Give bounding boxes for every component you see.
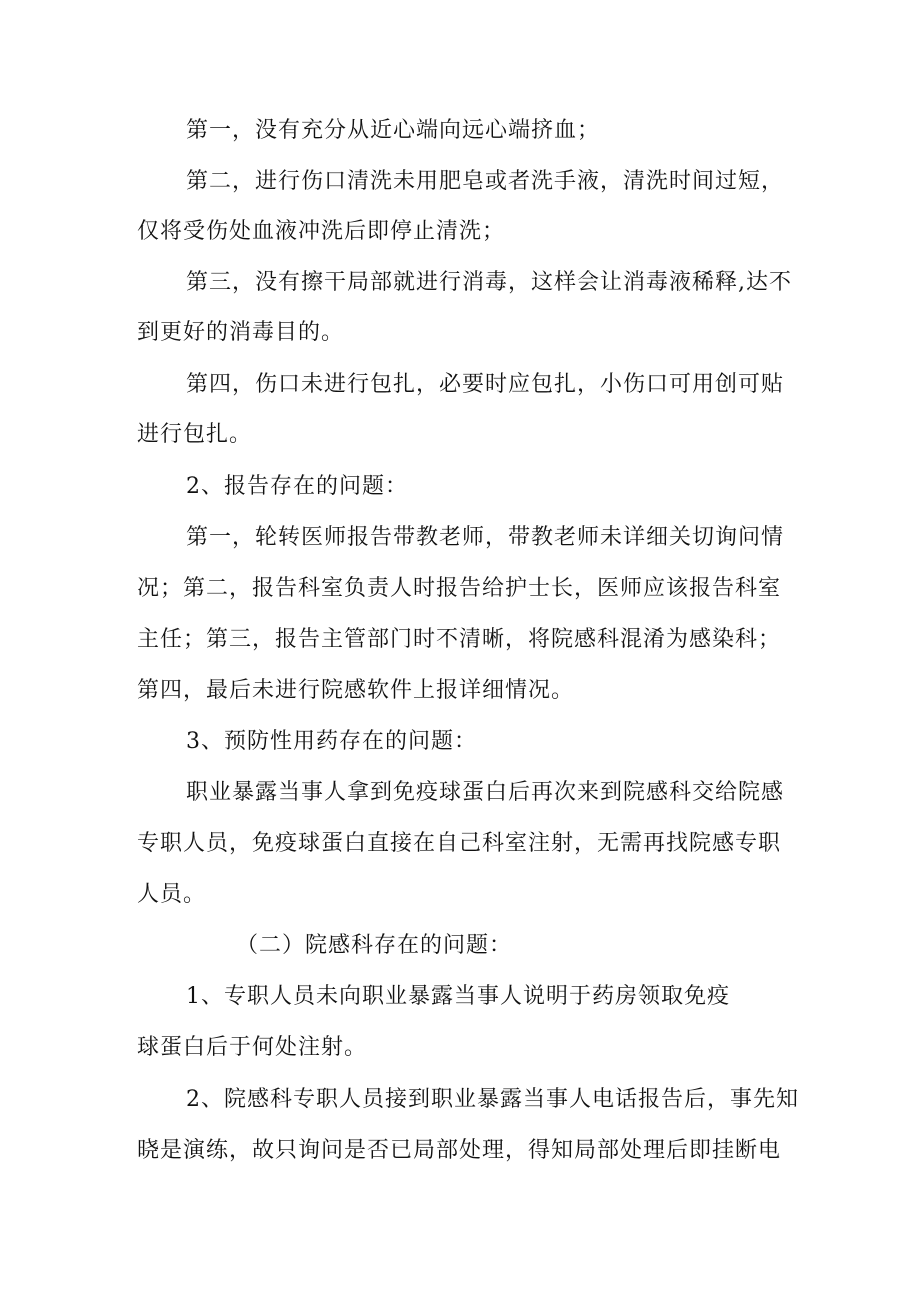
- paragraph-line: 仅将受伤处血液冲洗后即停止清洗；: [137, 219, 506, 244]
- paragraph-line: 晓是演练，故只询问是否已局部处理，得知局部处理后即挂断电: [137, 1138, 782, 1163]
- paragraph-line: 1、专职人员未向职业暴露当事人说明于药房领取免疫: [186, 984, 730, 1009]
- paragraph-line: 进行包扎。: [137, 422, 253, 447]
- section-heading: 3、预防性用药存在的问题：: [186, 729, 477, 754]
- section-heading: 2、报告存在的问题：: [186, 474, 408, 499]
- paragraph-line: 职业暴露当事人拿到免疫球蛋白后再次来到院感科交给院感: [186, 780, 785, 805]
- paragraph-line: 第一，没有充分从近心端向远心端挤血；: [186, 118, 601, 143]
- paragraph-line: 况；第二，报告科室负责人时报告给护士长，医师应该报告科室: [137, 576, 782, 601]
- paragraph-line: 第四，伤口未进行包扎，必要时应包扎，小伤口可用创可贴: [186, 372, 785, 397]
- paragraph-line: 主任；第三，报告主管部门时不清晰，将院感科混淆为感染科；: [137, 627, 782, 652]
- paragraph-line: 第三，没有擦干局部就进行消毒，这样会让消毒液稀释,达不: [186, 270, 792, 295]
- paragraph-line: 第二，进行伤口清洗未用肥皂或者洗手液，清洗时间过短，: [186, 169, 785, 194]
- paragraph-line: 第一，轮转医师报告带教老师，带教老师未详细关切询问情: [186, 525, 785, 550]
- section-heading: （二）院感科存在的问题：: [236, 933, 513, 958]
- paragraph-line: 2、院感科专职人员接到职业暴露当事人电话报告后，事先知: [186, 1087, 799, 1112]
- paragraph-line: 专职人员，免疫球蛋白直接在自己科室注射，无需再找院感专职: [137, 831, 782, 856]
- paragraph-line: 第四，最后未进行院感软件上报详细情况。: [137, 678, 575, 703]
- paragraph-line: 到更好的消毒目的。: [137, 320, 345, 345]
- paragraph-line: 球蛋白后于何处注射。: [137, 1035, 368, 1060]
- paragraph-line: 人员。: [137, 882, 207, 907]
